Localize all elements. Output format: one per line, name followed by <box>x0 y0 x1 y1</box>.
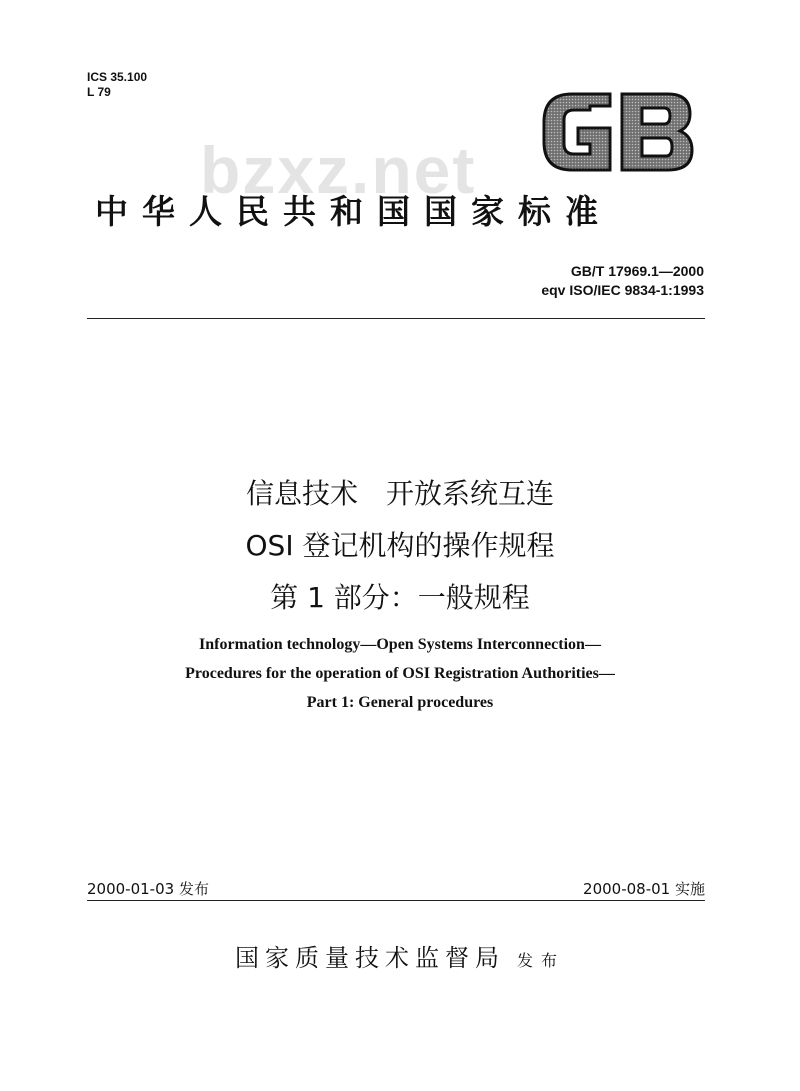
ics-code: ICS 35.100 <box>87 70 148 84</box>
english-title-line-2: Procedures for the operation of OSI Registration Authorities— <box>185 665 615 682</box>
english-title-line-3: Part 1: General procedures <box>306 694 494 711</box>
national-standard-title: 中华人民共和国国家标准 <box>95 192 612 231</box>
issuing-authority <box>0 938 800 973</box>
issuer-org: 国家质量技术监督局 <box>234 944 505 972</box>
standard-number-block <box>541 262 704 300</box>
logo-letter-g <box>544 94 610 170</box>
logo-letter-b <box>622 94 692 170</box>
header-divider <box>87 318 705 319</box>
ccs-code: L 79 <box>87 85 111 99</box>
effective-date: 2000-08-01 实施 <box>583 880 705 898</box>
classification-codes <box>87 70 147 100</box>
chinese-title <box>0 468 800 624</box>
watermark: bzxz.net <box>200 133 477 207</box>
standard-number: GB/T 17969.1—2000 <box>570 263 704 279</box>
issuer-action: 发布 <box>516 951 565 970</box>
footer-divider <box>87 900 705 901</box>
chinese-title-line-3: 第 1 部分：一般规程 <box>270 581 530 614</box>
chinese-title-line-1: 信息技术 开放系统互连 <box>245 477 554 510</box>
issue-date: 2000-01-03 发布 <box>87 880 209 898</box>
english-title <box>0 630 800 717</box>
gb-logo <box>538 86 698 178</box>
equivalent-standard: eqv ISO/IEC 9834-1:1993 <box>541 282 704 298</box>
chinese-title-line-2: OSI 登记机构的操作规程 <box>245 529 555 562</box>
english-title-line-1: Information technology—Open Systems Interconnection— <box>199 636 601 653</box>
